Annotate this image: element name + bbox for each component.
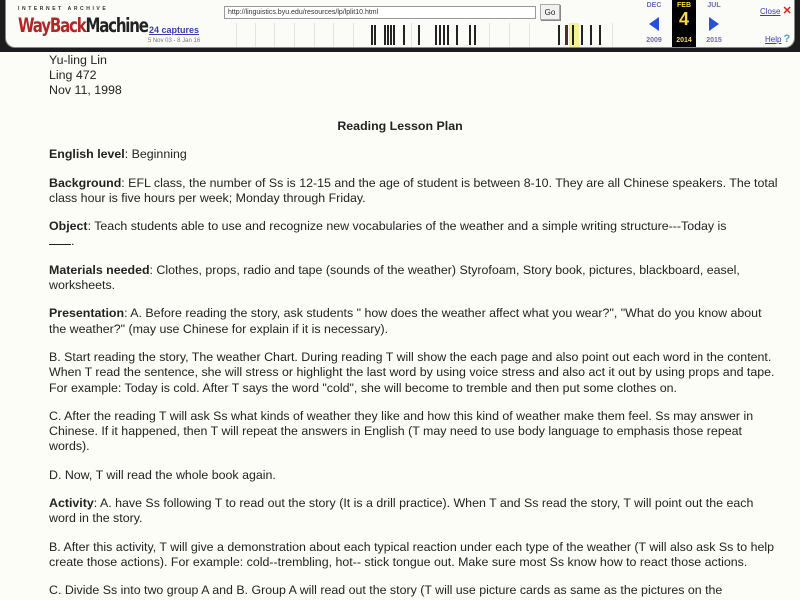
capture-bar <box>403 25 405 45</box>
section-suffix: . <box>71 234 75 249</box>
right-arrow-icon[interactable] <box>709 17 719 31</box>
fill-in-blank <box>49 237 71 245</box>
section-label: English level <box>49 147 125 162</box>
help-link[interactable]: Help <box>765 35 782 44</box>
year-gridline <box>489 23 490 47</box>
capture-bar <box>474 25 476 45</box>
section-presentation-b <box>49 350 779 396</box>
internet-archive-label: INTERNET ARCHIVE <box>18 6 109 12</box>
captures-date-range: 5 Nov 03 - 8 Jan 16 <box>147 38 201 44</box>
year-gridline <box>411 23 412 47</box>
section-text: : Clothes, props, radio and tape (sounds of the weather) Styrofoam, Story book, pictures, blackboard, easel, worksheets. <box>49 262 740 293</box>
help[interactable] <box>765 33 790 45</box>
current-month: FEB <box>677 2 691 9</box>
current-capture <box>672 0 696 47</box>
capture-bar <box>374 25 376 45</box>
capture-bar <box>384 25 386 45</box>
section-label: Materials needed <box>49 262 150 277</box>
section-text: : Teach students able to use and recognize new vocabularies of the weather and a simple writing structure---Today is <box>87 219 727 234</box>
section-materials <box>49 263 779 294</box>
left-arrow-icon[interactable] <box>649 17 659 31</box>
capture-bar <box>469 25 471 45</box>
capture-bar <box>581 25 583 45</box>
section-label: Activity <box>49 496 94 511</box>
previous-month: DEC <box>646 2 662 9</box>
capture-bar <box>447 25 449 45</box>
capture-bar <box>590 25 592 45</box>
capture-bar <box>387 25 389 45</box>
previous-year: 2009 <box>646 37 662 44</box>
section-text: : EFL class, the number of Ss is 12-15 and the age of student is between 8-10. They are all Chinese speakers. The total class hour is five hours per week; Monday through Friday. <box>49 175 778 205</box>
section-english-level <box>49 147 779 162</box>
section-text: C. Divide Ss into two group A and B. Group A will read out the story (T will use picture cards as same as the pictures on the <box>49 583 723 598</box>
author-name: Yu-ling Lin <box>49 53 107 67</box>
machine-word: Machine <box>85 13 148 38</box>
current-year-highlight <box>569 23 579 47</box>
year-gridline <box>612 23 613 47</box>
capture-bar <box>456 25 458 45</box>
capture-bar <box>390 25 392 45</box>
year-gridline <box>236 23 237 47</box>
lesson-plan-document <box>49 53 789 599</box>
section-activity-c <box>49 583 779 598</box>
document-header <box>49 53 789 98</box>
capture-bar <box>439 25 441 45</box>
section-text: B. After this activity, T will give a demonstration about each typical reaction under each type of the weather (T will also ask Ss to help create those actions). For example: cold--trembling, hot-- stick tongue out. Make sure most Ss know how to react those actions. <box>49 539 774 569</box>
next-capture[interactable] <box>702 0 726 47</box>
capture-bar <box>371 25 373 45</box>
year-gridline <box>274 23 275 47</box>
year-gridline <box>294 23 295 47</box>
next-year: 2015 <box>706 37 722 44</box>
year-gridline <box>255 23 256 47</box>
capture-timeline-sparkline[interactable] <box>224 23 616 47</box>
year-gridline <box>314 23 315 47</box>
next-month: JUL <box>707 2 721 9</box>
year-gridline <box>509 23 510 47</box>
captures-info <box>138 25 210 44</box>
close-link[interactable]: Close <box>760 7 781 16</box>
section-label: Object <box>49 219 88 234</box>
course-code: Ling 472 <box>49 68 97 82</box>
section-label: Presentation <box>49 306 125 321</box>
year-gridline <box>333 23 334 47</box>
document-date: Nov 11, 1998 <box>49 83 122 97</box>
section-text: : Beginning <box>124 147 187 162</box>
captures-link[interactable]: 24 captures <box>148 25 200 35</box>
section-presentation-a <box>49 306 779 337</box>
wayback-toolbar-panel <box>5 0 795 48</box>
section-text: C. After the reading T will ask Ss what kinds of weather they like and how this kind of weather make them feel. Ss may answer in Chinese. If it happened, then T will repeat the answers in English (T may need to use body language to emphasis those repeat words). <box>49 408 754 454</box>
capture-bar <box>418 25 420 45</box>
section-text: : A. Before reading the story, ask students " how does the weather affect what you wear?", "What do you know about the weather?" (may use Chinese for explain if it is necessary). <box>49 306 762 336</box>
section-background <box>49 176 779 207</box>
page-title: Reading Lesson Plan <box>337 119 463 133</box>
capture-bar <box>599 25 601 45</box>
section-text: : A. have Ss following T to read out the story (It is a drill practice). When T and Ss read the story, T will point out the each word in the story. <box>49 496 754 526</box>
section-object <box>49 219 779 250</box>
wayback-machine-wordmark <box>18 13 148 38</box>
section-text: B. Start reading the story, The weather Chart. During reading T will show the each page and also point out each word in the content. When T read the sentence, she will stress or highlight the last word by using voice stress and also act it out by using props and tape. For example: Today is cold. After T says the word "cold", she will become to tremble and then put some clothes on. <box>49 349 775 395</box>
current-year: 2014 <box>676 37 692 44</box>
capture-bar <box>558 25 560 45</box>
year-gridline <box>353 23 354 47</box>
previous-capture[interactable] <box>642 0 666 47</box>
capture-bar-selected <box>565 25 568 45</box>
help-question-icon[interactable]: ? <box>783 33 791 45</box>
url-input[interactable]: http://linguistics.byu.edu/resources/lp/lplit10.html <box>224 6 536 19</box>
current-day: 4 <box>678 9 689 29</box>
go-button[interactable]: Go <box>540 4 560 20</box>
capture-date-navigator <box>642 0 726 47</box>
capture-bar <box>435 25 437 45</box>
section-activity-a <box>49 496 779 527</box>
close-toolbar[interactable] <box>760 4 792 17</box>
close-x-icon[interactable]: ✕ <box>782 5 792 17</box>
section-presentation-c <box>49 409 779 455</box>
section-activity-b <box>49 540 779 571</box>
wayback-toolbar <box>0 0 800 52</box>
section-presentation-d <box>49 468 779 483</box>
capture-bar <box>443 25 445 45</box>
capture-bar <box>393 25 395 45</box>
section-label: Background <box>49 175 122 190</box>
capture-bar <box>572 25 574 45</box>
wayback-word: WayBack <box>18 13 86 38</box>
wayback-logo[interactable] <box>18 6 148 40</box>
section-text: D. Now, T will read the whole book again. <box>49 467 276 482</box>
year-gridline <box>529 23 530 47</box>
